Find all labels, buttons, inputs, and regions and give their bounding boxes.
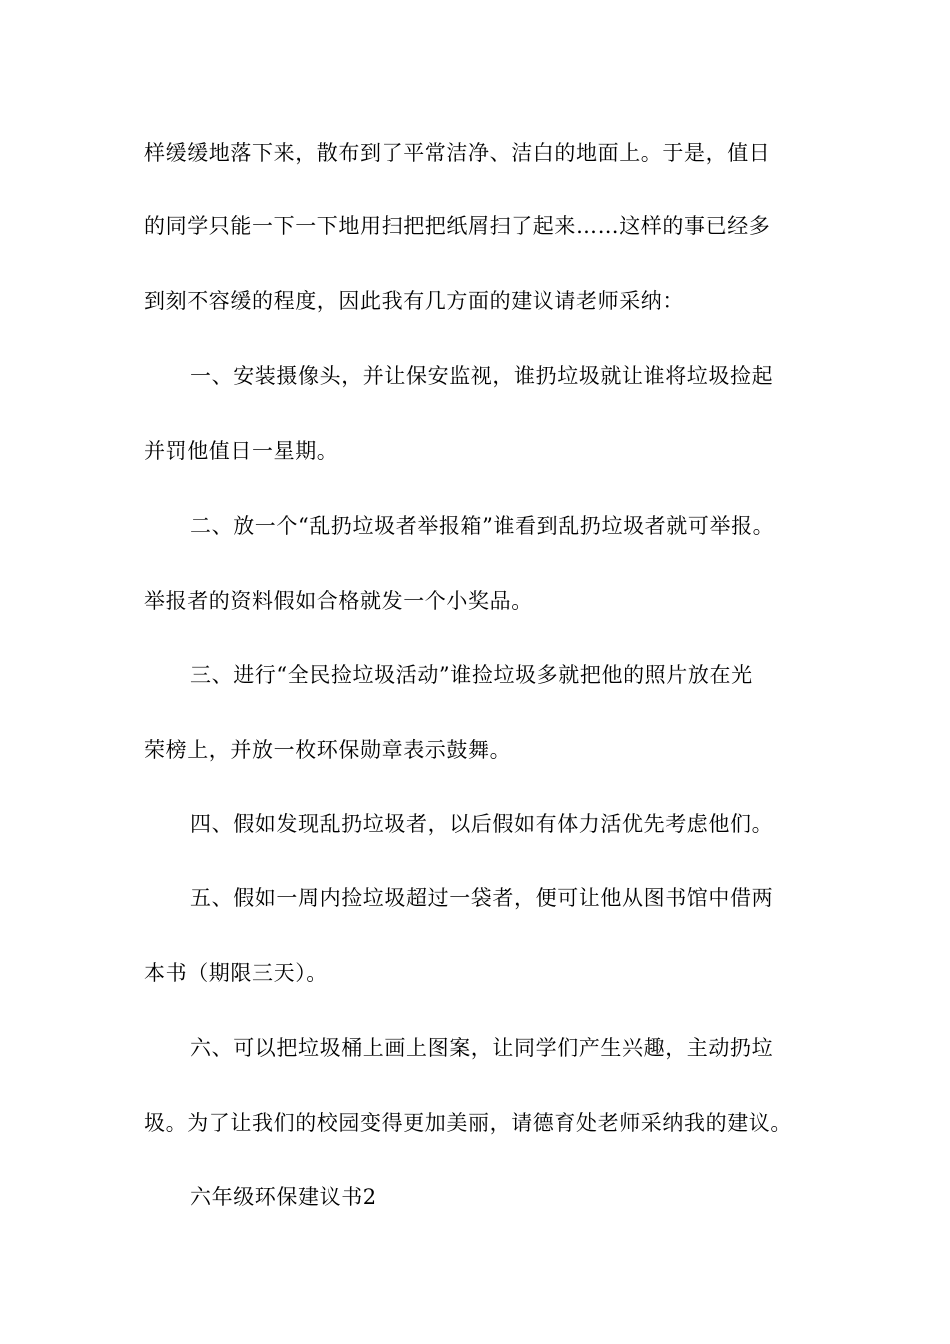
- text-line: 圾。为了让我们的校园变得更加美丽，请德育处老师采纳我的建议。: [144, 1111, 792, 1135]
- text-line: 的同学只能一下一下地用扫把把纸屑扫了起来……这样的事已经多: [144, 214, 771, 238]
- list-item-1: 一、安装摄像头，并让保安监视，谁扔垃圾就让谁将垃圾捡起: [190, 364, 774, 388]
- text-line: 本书（期限三天）。: [144, 961, 328, 985]
- text-line: 荣榜上，并放一枚环保勋章表示鼓舞。: [144, 738, 512, 762]
- text-line: 并罚他值日一星期。: [144, 439, 339, 463]
- list-item-5: 五、假如一周内捡垃圾超过一袋者，便可让他从图书馆中借两: [190, 886, 774, 910]
- list-item-3: 三、进行“全民捡垃圾活动”谁捡垃圾多就把他的照片放在光: [190, 663, 753, 687]
- text-line: 举报者的资料假如合格就发一个小奖品。: [144, 589, 533, 613]
- list-item-2: 二、放一个“乱扔垃圾者举报箱”谁看到乱扔垃圾者就可举报。: [190, 514, 775, 538]
- list-item-4: 四、假如发现乱扔垃圾者，以后假如有体力活优先考虑他们。: [190, 812, 774, 836]
- section-heading: 六年级环保建议书2: [190, 1185, 377, 1209]
- text-line: 到刻不容缓的程度，因此我有几方面的建议请老师采纳：: [144, 289, 684, 313]
- text-line: 样缓缓地落下来，散布到了平常洁净、洁白的地面上。于是，值日: [144, 141, 771, 165]
- list-item-6: 六、可以把垃圾桶上画上图案，让同学们产生兴趣，主动扔垃: [190, 1036, 774, 1060]
